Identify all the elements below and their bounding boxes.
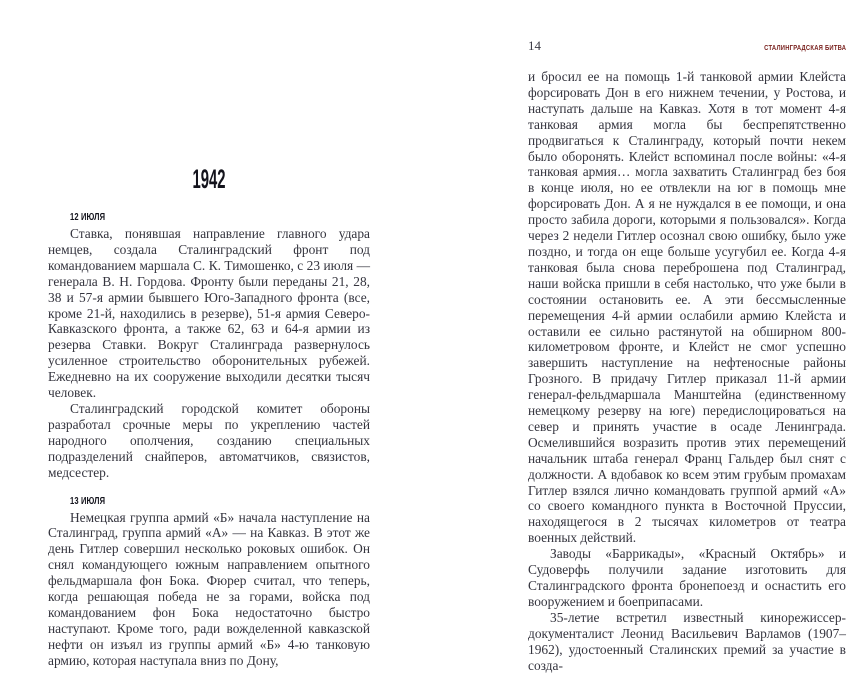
running-head: СТАЛИНГРАДСКАЯ БИТВА <box>763 43 846 52</box>
page-number: 14 <box>528 38 541 53</box>
date-heading-13-july: 13 ИЮЛЯ <box>70 494 106 507</box>
paragraph: Немецкая группа армий «Б» начала наступление на Сталинград, группа армий «А» — на Кавказ. В этот же день Гитлер совершил несколько роковых ошибок. Он снял командующего южным направлением опытного фельдмаршала фон Бока. Фюрер считал, что теперь, когда решающая победа не за горами, войска под командованием фон Бока недостаточно быстро наступают. Кроме того, ради вожделенной кавказской нефти он изъял из группы армий «Б» 4-ю танковую армию, которая наступала вниз по Дону, <box>48 509 370 668</box>
chapter-title: 1942 <box>192 164 226 194</box>
paragraph: Ставка, понявшая направление главного удара немцев, создала Сталинградский фронт под командованием маршала С. К. Тимошенко, с 23 июля — генерала В. Н. Гордова. Фронту были переданы 21, 28, 38 и 57-я армии бывшего Юго-Западного фронта (все, кроме 21-й, находились в резерве), 51-я армия Северо-Кавказского фронта, а также 62, 63 и 64-я армии из резерва Ставки. Вокруг Сталинграда развернулось усиленное строительство оборонительных рубежей. Ежедневно на их сооружение выходили десятки тысяч человек. <box>48 226 370 401</box>
right-page <box>528 36 846 673</box>
date-heading-12-july: 12 ИЮЛЯ <box>70 211 106 223</box>
paragraph: Сталинградский городской комитет обороны разработал срочные меры по укреплению частей народного ополчения, созданию специальных подразделений снайперов, автоматчиков, связистов, медсестер. <box>48 400 370 480</box>
page-header <box>528 36 846 52</box>
paragraph: и бросил ее на помощь 1-й танковой армии Клейста форсировать Дон в его нижнем течении, у Ростова, и наступать дальше на Кавказ. Хотя в тот момент 4-я танковая армия могла бы беспрепятственно продвигаться к Сталинграду, который почти некем было оборонять. Клейст вспоминал после войны: «4-я танковая армия… могла захватить Сталинград без боя в конце июля, но ее отвлекли на юг в помощь мне форсировать Дон. А я не нуждался в ее помощи, и она просто забила дороги, которыми я пользовался». Когда через 2 недели Гитлер осознал свою ошибку, было уже поздно, и тогда он еще больше усугубил ее. Когда 4-я танковая была снова переброшена под Сталинград, наши войска пришли в себя настолько, что уже были в состоянии остановить ее. А эти бессмысленные перемещения 4-й армии ослабили армию Клейста и оставили ее сильно растянутой на обширном 800-километровом фронте, и Клейст не смог успешно завершить наступление на нефтеносные районы Грозного. В придачу Гитлер приказал 11-й армии генерал-фельдмаршала Манштейна (единственному немецкому резерву на юге) передислоцироваться на север и принять участие в осаде Ленинграда. Осмелившийся возразить против этих перемещений начальник штаба генерал Франц Гальдер был снят с должности. А вдобавок ко всем этим грубым промахам Гитлер взялся лично командовать группой армий «А» со своего командного пункта в Восточной Пруссии, находящегося в 2 тысячах километров от театра военных действий. <box>528 69 846 546</box>
paragraph: 35-летие встретил известный кинорежиссер-документалист Леонид Васильевич Варламов (1907–1962), удостоенный Сталинских премий за участие в созда- <box>528 609 846 673</box>
paragraph: Заводы «Баррикады», «Красный Октябрь» и Судоверфь получили задание изготовить для Сталинградского фронта бронепоезд и оснастить его вооружением и боеприпасами. <box>528 546 846 609</box>
left-page <box>48 166 370 669</box>
